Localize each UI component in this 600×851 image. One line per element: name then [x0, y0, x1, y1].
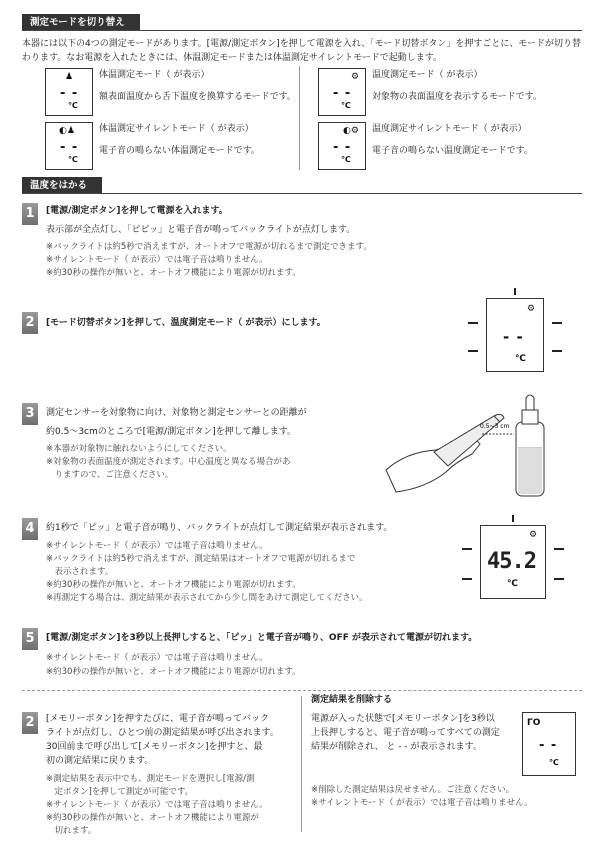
- mode-title-body: 体温測定モード（ が表示）: [99, 70, 210, 80]
- mode-title-surface: 温度測定モード（ が表示）: [372, 70, 483, 80]
- person-icon: ♟: [65, 72, 74, 82]
- step4-line1: 約1秒で「ピッ」と電子音が鳴り、バックライトが点灯して測定結果が表示されます。: [46, 523, 393, 533]
- step3-note3: りますので、ご注意ください。: [46, 470, 174, 480]
- lcd-unit: ℃: [68, 155, 78, 164]
- surface-temp-icon: ⚙: [527, 304, 536, 314]
- delete-line2: 上長押しすると、電子音が鳴ってすべての測定: [311, 728, 500, 738]
- memory-note4: ※約30秒の操作が無いと、オートオフ機能により電源が: [46, 813, 259, 823]
- column-divider: [301, 696, 302, 832]
- step1-note1: ※バックライトは約5秒で消えますが、オートオフで電源が切れるまで測定できます。: [46, 242, 372, 252]
- surface-temp-icon: ⚙: [351, 72, 360, 82]
- step4-note5: ※再測定する場合は、測定結果が表示されてから少し間をあけて測定してください。: [46, 593, 368, 603]
- step3-note1: ※本器が対象物に触れないようにしてください。: [46, 444, 232, 454]
- section-header-mode-switch: [22, 14, 140, 42]
- step-number-5: 5: [22, 628, 38, 650]
- delete-line3: 結果が削除され、 と - - が表示されます。: [311, 742, 482, 752]
- step-number-3: 3: [22, 403, 38, 425]
- memory-note5: 切れます。: [46, 826, 97, 836]
- memory-note1: ※測定結果を表示中でも、測定モードを選択し[電源/測: [46, 774, 255, 784]
- divider: [22, 30, 582, 31]
- silent-person-icon: ◐♟: [59, 126, 75, 136]
- divider: [22, 193, 582, 194]
- lcd-dash: - -: [503, 328, 524, 346]
- lcd-unit: ℃: [341, 101, 351, 110]
- lcd-surface-display: [486, 298, 544, 372]
- step4-note4: ※約30秒の操作が無いと、オートオフ機能により電源が切れます。: [46, 580, 301, 590]
- step5-line1: [電源/測定ボタン]を3秒以上長押しすると、「ピッ」と電子音が鳴り、OFF が表示されて電源が切れます。: [46, 633, 478, 643]
- step-number-2: 2: [22, 312, 38, 334]
- mode-desc-body: 額表面温度から舌下温度を換算するモードです。: [99, 92, 296, 102]
- lcd-body-silent-mode: [45, 122, 93, 170]
- lcd-surface-mode: [318, 68, 366, 116]
- step4-note2: ※バックライトは約5秒で消えますが、測定結果はオートオフで電源が切れるまで: [46, 554, 356, 564]
- lcd-memory-indicator: ГО: [527, 718, 541, 728]
- lcd-dash: - -: [539, 738, 558, 753]
- silent-surface-icon: ◐⚙: [343, 126, 359, 136]
- step5-note2: ※約30秒の操作が無いと、オートオフ機能により電源が切れます。: [46, 667, 301, 677]
- mode-intro: 本器には以下の4つの測定モードがあります。[電源/測定ボタン]を押して電源を入れ、「モード切替ボタン」を押すごとに、モードが切り替わります。なお電源を入れたときには、体温測定モードまたは体温測定サイレントモードで起動します。: [22, 39, 582, 64]
- memory-line2: ライトが点灯し、ひとつ前の測定結果が呼び出されます。: [46, 728, 279, 738]
- mode-desc-body-silent: 電子音の鳴らない体温測定モードです。: [99, 146, 260, 156]
- mode-title-body-silent: 体温測定サイレントモード（ が表示）: [99, 124, 254, 134]
- step3-line1: 測定センサーを対象物に向け、対象物と測定センサーとの距離が: [46, 408, 307, 418]
- temperature-reading: 45.2: [487, 549, 536, 574]
- delete-note1: ※削除した測定結果は戻せません。ご注意ください。: [311, 785, 515, 795]
- lcd-unit: ℃: [68, 101, 78, 110]
- section-header-text: 温度をはかる: [30, 180, 88, 191]
- memory-note2: 定ボタン]を押して測定が可能です。: [46, 787, 194, 797]
- step1-line2: 表示部が全点灯し、「ピピッ」と電子音が鳴ってバックライトが点灯します。: [46, 225, 356, 235]
- lcd-surface-silent-mode: [318, 122, 366, 170]
- step-number-4: 4: [22, 518, 38, 540]
- step-number-1: 1: [22, 203, 38, 225]
- memory-line3: 30回前まで呼び出して[メモリーボタン]を押すと、最: [46, 742, 263, 752]
- section-header-measure: [22, 177, 102, 193]
- step1-note3: ※約30秒の操作が無いと、オートオフ機能により電源が切れます。: [46, 268, 301, 278]
- mode-desc-surface-silent: 電子音の鳴らない温度測定モードです。: [372, 146, 533, 156]
- surface-temp-icon: ⚙: [529, 530, 538, 540]
- measure-illustration: [376, 392, 576, 502]
- section-header-text: 測定モードを切り替える: [30, 17, 125, 42]
- step1-note2: ※サイレントモード（ が表示）では電子音は鳴りません。: [46, 255, 268, 265]
- lcd-dash: - -: [333, 140, 352, 155]
- memory-line4: 初の測定結果に戻ります。: [46, 756, 154, 766]
- lcd-delete-display: [522, 712, 576, 776]
- lcd-body-mode: [45, 68, 93, 116]
- mode-divider: [299, 66, 300, 170]
- memory-step-number: 2: [22, 712, 38, 734]
- step3-line2: 約0.5～3cmのところで[電源/測定ボタン]を押して離します。: [46, 427, 297, 437]
- divider: [22, 690, 582, 691]
- memory-note3: ※サイレントモード（ が表示）では電子音は鳴りません。: [46, 800, 268, 810]
- lcd-unit: ℃: [515, 354, 526, 364]
- delete-line1: 電源が入った状態で[メモリーボタン]を3秒以: [311, 714, 495, 724]
- lcd-dash: - -: [333, 86, 352, 101]
- step5-note1: ※サイレントモード（ が表示）では電子音は鳴りません。: [46, 653, 268, 663]
- step4-note1: ※サイレントモード（ が表示）では電子音は鳴りません。: [46, 541, 268, 551]
- delete-title: 測定結果を削除する: [311, 695, 393, 705]
- step3-note2: ※対象物の表面温度が測定されます。中心温度と異なる場合があ: [46, 457, 291, 467]
- step1-line1: [電源/測定ボタン]を押して電源を入れます。: [46, 206, 228, 216]
- mode-title-surface-silent: 温度測定サイレントモード（ が表示）: [372, 124, 527, 134]
- mode-desc-surface: 対象物の表面温度を表示するモードです。: [372, 92, 542, 102]
- delete-note2: ※サイレントモード（ が表示）では電子音は鳴りません。: [311, 798, 533, 808]
- step4-note3: 表示されます。: [46, 567, 114, 577]
- lcd-reading-display: [480, 525, 546, 599]
- step2-line1: [モード切替ボタン]を押して、温度測定モード（ が表示）にします。: [46, 318, 326, 328]
- lcd-unit: ℃: [507, 579, 518, 589]
- memory-line1: [メモリーボタン]を押すたびに、電子音が鳴ってバック: [46, 714, 270, 724]
- lcd-unit: ℃: [341, 155, 351, 164]
- lcd-unit: ℃: [549, 758, 559, 767]
- distance-label: 0.5~3 cm: [480, 423, 510, 430]
- lcd-dash: - -: [60, 86, 79, 101]
- lcd-dash: - -: [60, 140, 79, 155]
